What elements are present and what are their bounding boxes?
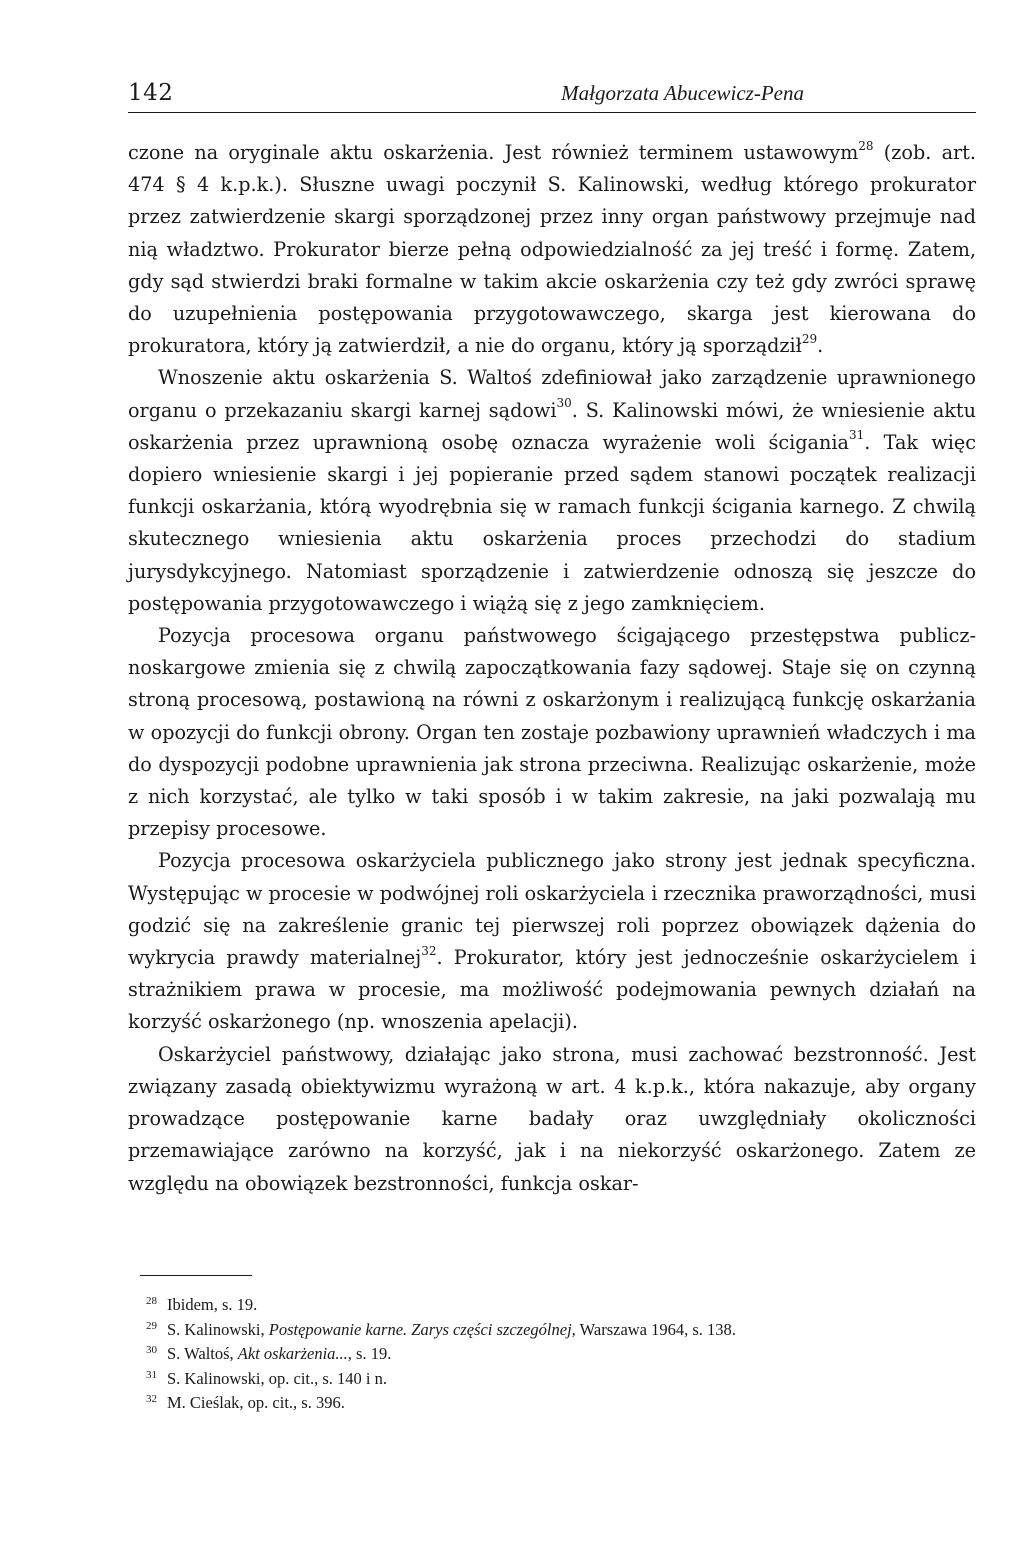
footnote-ref: 32 [421, 943, 437, 958]
text-run: , Warszawa 1964, s. 138. [571, 1319, 736, 1339]
footnote-rule [140, 1275, 252, 1276]
page-header [128, 80, 976, 113]
footnotes [128, 1275, 976, 1417]
text-run: , s. 19. [347, 1344, 392, 1363]
footnote [128, 1319, 976, 1344]
text-run: Ibidem, s. 19. [167, 1295, 258, 1314]
paragraph [128, 137, 976, 362]
book-page [128, 70, 976, 1412]
footnote-ref: 29 [801, 331, 818, 346]
cited-title: Akt oskarżenia... [237, 1344, 348, 1363]
text-run: (zob. art. 474 § 4 k.p.k.). Słuszne uwagi poczynił S. Kalinowski, według którego prokurator przez zatwierdzenie skargi sporządzonej przez inny organ państwowy przejmuje nad nią władztwo. Prokurator bierze pełną odpowiedzialność za jej treść i formę. Zatem, gdy sąd stwierdzi braki formalne w takim akcie oskarżenia czy też gdy zwróci sprawę do uzupełnienia postępowania przygotowawczego, skarga jest kierowana do prokuratora, który ją zatwierdził, a nie do organu, który ją sporządził [128, 141, 976, 358]
text-run: S. Waltoś, [167, 1344, 238, 1363]
text-run: Oskarżyciel państwowy, działając jako strona, musi zachować bezstronność. Jest związany zasadą obiektywizmu wyrażoną w art. 4 k.p.k., która nakazuje, aby organy prowadzące postępowanie karne badały oraz uwzględniały okoliczności przemawiające zarówno na korzyść, jak i na niekorzyść oskarżonego. Zatem ze względu na obowiązek bezstronności, funkcja oskar- [128, 1042, 976, 1195]
text-run: S. Kalinowski, op. cit., s. 140 i n. [167, 1368, 388, 1388]
paragraph [128, 1039, 976, 1200]
paragraph [128, 362, 976, 620]
footnote [128, 1368, 976, 1393]
footnote-number: 28 [146, 1295, 157, 1307]
footnote-ref: 30 [556, 396, 572, 411]
paragraph [128, 620, 976, 845]
footnote-ref: 31 [848, 428, 865, 443]
body-text [128, 137, 976, 1200]
text-run: . Tak więc dopiero wniesienie skargi i jej popieranie przed sądem stanowi początek realizacji funkcji oskarżania, którą wyodrębnia się w ramach funkcji ścigania karnego. Z chwilą skutecznego wniesienia aktu oskarżenia proces przechodzi do stadium jurysdykcyjnego. Natomiast sporządzenie i zatwierdzenie odnoszą się jeszcze do postępowania przygotowawczego i wiążą się z jego zamknięciem. [128, 430, 976, 615]
footnote [128, 1294, 976, 1319]
footnote-list [128, 1294, 976, 1417]
cited-title: Postępowanie karne. Zarys części szczególnej [268, 1319, 572, 1339]
footnote [128, 1392, 976, 1417]
footnote-number: 30 [146, 1344, 157, 1356]
text-run: . S. Kalinowski mówi, że wniesienie aktu oskarżenia przez uprawnioną osobę oznacza wyrażenie woli ścigania [128, 398, 976, 454]
text-run: . [817, 334, 824, 358]
footnote-number: 32 [146, 1393, 157, 1405]
text-run: Pozycja procesowa organu państwowego ścigającego przestępstwa publicznoskargowe zmienia się z chwilą zapoczątkowania fazy sądowej. Staje się on czynną stroną procesową, postawioną na równi z oskarżonym i realizującą funkcję oskarżania w opozycji do funkcji obrony. Organ ten zostaje pozbawiony uprawnień władczych i ma do dyspozycji podobne uprawnienia jak strona przeciwna. Realizując oskarżenie, może z nich korzystać, ale tylko w taki sposób i w takim zakresie, na jaki pozwalają mu przepisy procesowe. [128, 624, 976, 841]
footnote-ref: 28 [858, 138, 874, 153]
page-number: 142 [128, 80, 174, 106]
footnote-number: 31 [146, 1368, 157, 1381]
text-run: Wnoszenie aktu oskarżenia S. Waltoś zdefiniował jako zarządzenie uprawnionego organu o przekazaniu skargi karnej sądowi [128, 366, 976, 422]
text-run: S. Kalinowski, [167, 1319, 269, 1339]
text-run: M. Cieślak, op. cit., s. 396. [167, 1393, 345, 1412]
running-head: Małgorzata Abucewicz-Pena [561, 81, 804, 105]
footnote-number: 29 [146, 1319, 157, 1332]
footnote [128, 1343, 976, 1368]
text-run: Pozycja procesowa oskarżyciela publicznego jako strony jest jednak specyficzna. Występując w procesie w podwójnej roli oskarżyciela i rzecznika praworządności, musi godzić się na zakreślenie granic tej pierwszej roli poprzez obowiązek dążenia do wykrycia prawdy materialnej [128, 849, 976, 970]
text-run: czone na oryginale aktu oskarżenia. Jest również terminem ustawowym [128, 141, 859, 164]
text-run: . Prokurator, który jest jednocześnie oskarżycielem i strażnikiem prawa w procesie, ma możliwość podejmowania pewnych działań na korzyść oskarżonego (np. wnoszenia apelacji). [128, 946, 976, 1034]
paragraph [128, 845, 976, 1038]
